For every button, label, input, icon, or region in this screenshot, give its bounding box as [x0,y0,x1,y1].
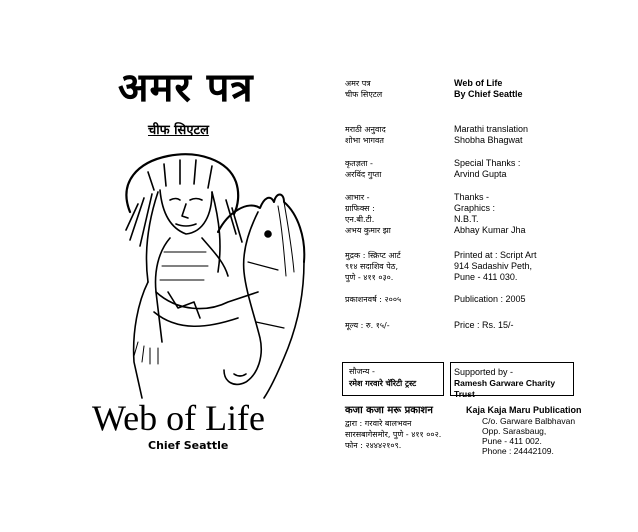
credit-mr-price: मूल्य : रु. १५/- [345,321,390,330]
publisher-mr-line: द्वारा : गरवारे बालभवन [345,419,412,428]
publisher-mr-name: कजा कजा मरू प्रकाशन [345,405,433,416]
credit-mr-translation: मराठी अनुवाद शोभा भागवत [345,125,386,145]
credit-en-printer: Printed at : Script Art 914 Sadashiv Peth, Pune - 411 030. [454,250,537,282]
credit-en-publication-year: Publication : 2005 [454,294,526,304]
credit-mr-special-thanks: कृतज्ञता - अरविंद गुप्ता [345,159,382,179]
publisher-en-address: C/o. Garware Balbhavan Opp. Sarasbaug, Pune - 411 002. Phone : 24442109. [482,416,576,456]
publisher-en-name: Kaja Kaja Maru Publication [466,405,582,415]
publisher-mr [345,404,463,451]
support-mr-label: सौजन्य - [349,367,375,376]
support-en-label: Supported by - [454,367,514,377]
marathi-author: चीफ सिएटल [148,123,209,138]
support-en-trust: Ramesh Garware Charity Trust [454,378,556,399]
publisher-mr-line: सारसबागेसमोर, पुणे - ४११ ००२. [345,430,442,439]
credit-en-special-thanks: Special Thanks : Arvind Gupta [454,158,521,179]
credit-en-graphics: Thanks - Graphics : N.B.T. Abhay Kumar Jha [454,192,526,235]
credit-en-title: Web of Life By Chief Seattle [454,78,523,99]
publisher-mr-line: फोन : २४४४२१०९. [345,441,402,450]
credit-mr-title: अमर पत्र चीफ सिएटल [345,79,383,99]
credit-en-price: Price : Rs. 15/- [454,320,514,330]
credit-en-translation: Marathi translation Shobha Bhagwat [454,124,529,145]
english-title: Web of Life [92,398,266,438]
credit-mr-publication-year: प्रकाशनवर्ष : २००५ [345,295,402,304]
support-mr-trust: रमेश गरवारे चॅरिटी ट्रस्ट [349,379,417,388]
credit-mr-graphics: आभार - ग्राफिक्स : एन.बी.टी. अभय कुमार झा [345,193,391,235]
support-box-en [450,362,574,399]
credit-mr-printer: मुद्रक : स्क्रिप्ट आर्ट ९१४ सदाशिव पेठ, पुणे - ४११ ०३०. [345,251,401,282]
chief-with-horse-illustration [108,142,308,400]
english-author: Chief Seattle [148,439,229,452]
marathi-title: अमर पत्र [118,65,254,111]
support-box-mr [342,362,444,396]
publisher-en [466,404,626,456]
